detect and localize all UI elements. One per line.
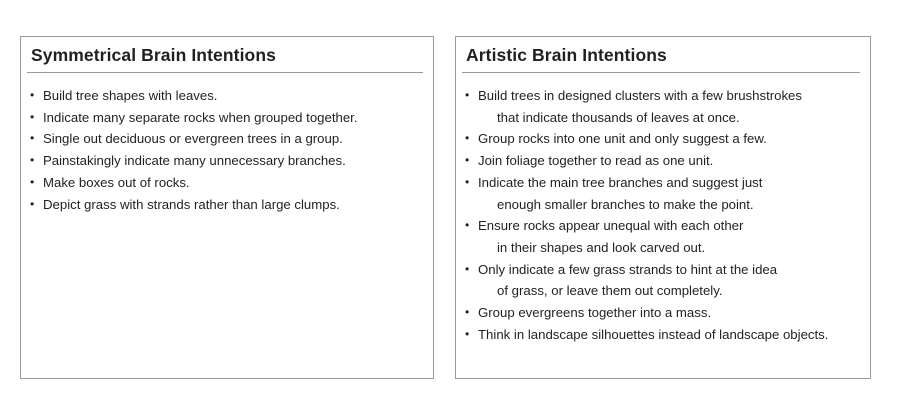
list-item: • Indicate the main tree branches and suggest just enough smaller branches to make the point.: [465, 172, 864, 215]
list-item: • Ensure rocks appear unequal with each other in their shapes and look carved out.: [465, 215, 864, 258]
bullet-icon: •: [30, 109, 35, 124]
list-item: • Group rocks into one unit and only suggest a few.: [465, 128, 864, 150]
panel-title: Artistic Brain Intentions: [466, 45, 667, 65]
symmetrical-brain-panel: [20, 36, 434, 379]
list-item: • Painstakingly indicate many unnecessary branches.: [30, 150, 427, 172]
bullet-icon: •: [465, 305, 470, 320]
list-item: • Build trees in designed clusters with a few brushstrokes that indicate thousands of leaves at once.: [465, 85, 864, 128]
bullet-icon: •: [465, 88, 470, 102]
bullet-icon: •: [465, 218, 470, 233]
symmetrical-intentions-list: [30, 85, 427, 215]
list-item: • Think in landscape silhouettes instead of landscape objects.: [465, 324, 864, 346]
bullet-icon: •: [465, 261, 470, 276]
list-item: • Indicate many separate rocks when grouped together.: [30, 107, 427, 129]
bullet-icon: •: [30, 196, 35, 211]
list-item: • Depict grass with strands rather than large clumps.: [30, 194, 427, 216]
bullet-icon: •: [465, 131, 470, 146]
bullet-icon: •: [465, 326, 470, 341]
list-item: • Single out deciduous or evergreen trees in a group.: [30, 128, 427, 150]
title-divider: [462, 72, 860, 73]
list-item: • Build tree shapes with leaves.: [30, 85, 427, 107]
bullet-icon: •: [465, 174, 470, 189]
bullet-icon: •: [30, 153, 35, 168]
bullet-icon: •: [30, 174, 35, 189]
title-divider: [27, 72, 423, 73]
list-item: • Group evergreens together into a mass.: [465, 302, 864, 324]
bullet-icon: •: [465, 153, 470, 168]
list-item: • Make boxes out of rocks.: [30, 172, 427, 194]
panel-title: Symmetrical Brain Intentions: [31, 45, 276, 65]
artistic-intentions-list: [465, 85, 864, 345]
artistic-brain-panel: [455, 36, 871, 379]
list-item: • Join foliage together to read as one unit.: [465, 150, 864, 172]
bullet-icon: •: [30, 88, 35, 102]
bullet-icon: •: [30, 131, 35, 146]
list-item: • Only indicate a few grass strands to hint at the idea of grass, or leave them out completely.: [465, 259, 864, 302]
